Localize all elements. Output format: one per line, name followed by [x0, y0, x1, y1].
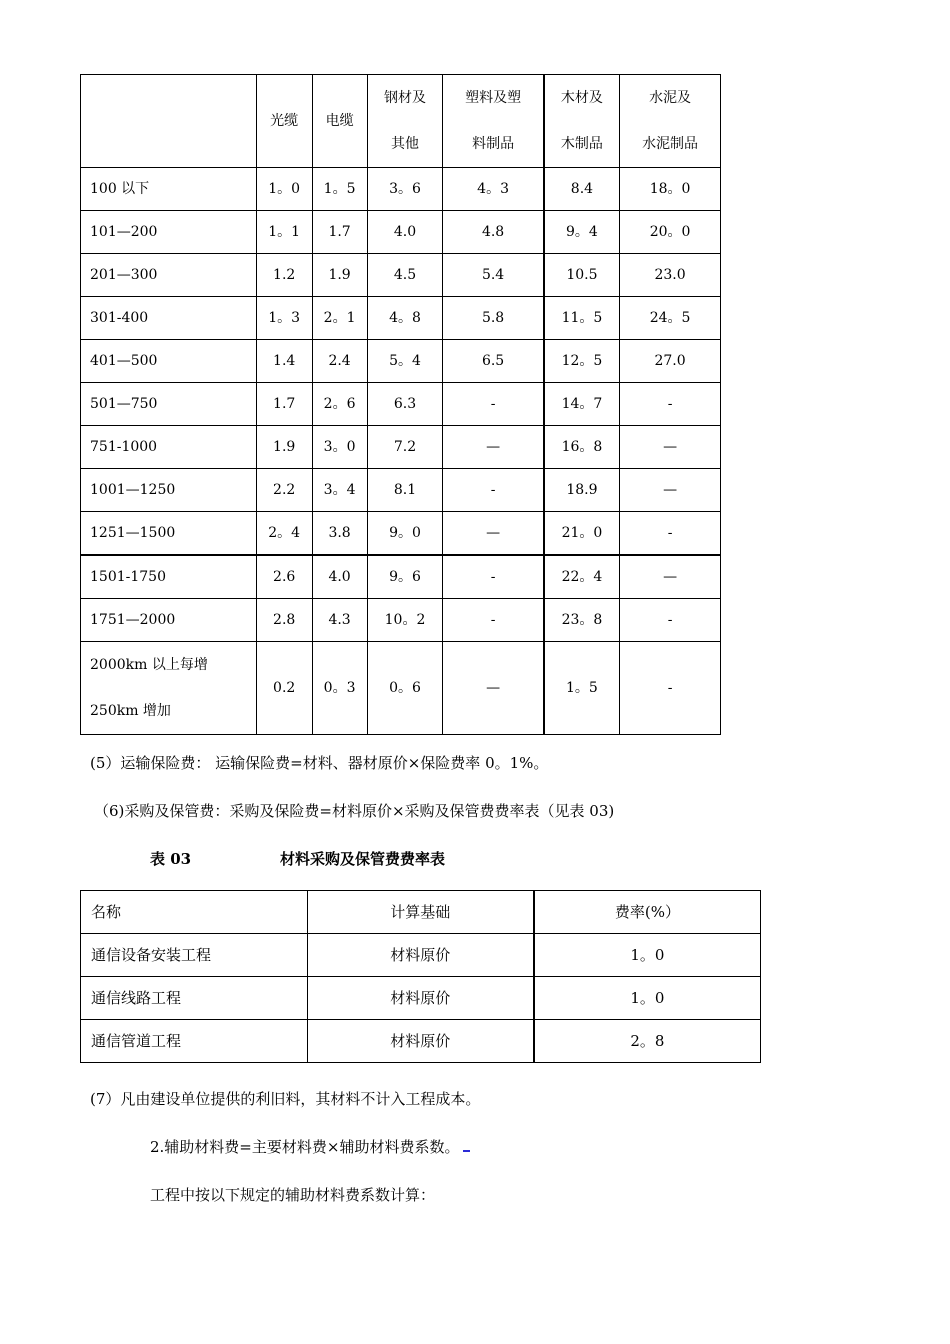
table-row	[81, 599, 721, 642]
fee-rate-cell: 1。0	[534, 934, 761, 977]
rate-cell: 1。5	[312, 168, 367, 211]
fee-table-header-cell: 名称	[81, 891, 308, 934]
rate-cell: 14。7	[544, 383, 620, 426]
rate-cell: 2。4	[256, 512, 312, 556]
rate-cell: -	[443, 383, 544, 426]
rate-cell: 8.1	[367, 469, 443, 512]
table-row	[81, 934, 761, 977]
rate-cell: 4.5	[367, 254, 443, 297]
rate-cell: 2.4	[312, 340, 367, 383]
rate-cell: 23。8	[544, 599, 620, 642]
basis-cell: 材料原价	[307, 977, 534, 1020]
table-row	[81, 555, 721, 599]
rate-cell: 2.8	[256, 599, 312, 642]
fee-rate-table	[80, 890, 761, 1063]
rate-cell: 4.0	[312, 555, 367, 599]
table-row	[81, 211, 721, 254]
rate-cell: 6.3	[367, 383, 443, 426]
rate-cell: 9。0	[367, 512, 443, 556]
rate-cell: 0。3	[312, 642, 367, 735]
distance-range-cell: 751-1000	[81, 426, 257, 469]
table-row	[81, 254, 721, 297]
rate-cell: 1。0	[256, 168, 312, 211]
auxiliary-material-fee-text: 2.辅助材料费=主要材料费×辅助材料费系数。	[150, 1138, 460, 1156]
table-row	[81, 297, 721, 340]
rate-cell: 1。5	[544, 642, 620, 735]
table-row	[81, 383, 721, 426]
table-row	[81, 469, 721, 512]
rate-cell: 4.3	[312, 599, 367, 642]
header-line: 水泥及	[649, 90, 692, 106]
project-name-cell: 通信管道工程	[81, 1020, 308, 1063]
rate-table-header-cell: 光缆	[256, 75, 312, 168]
header-line: 木制品	[560, 136, 603, 152]
table-row	[81, 512, 721, 556]
rate-cell: —	[620, 555, 721, 599]
rate-cell: 6.5	[443, 340, 544, 383]
distance-range-cell: 401—500	[81, 340, 257, 383]
rate-cell: -	[620, 383, 721, 426]
distance-range-cell: 501—750	[81, 383, 257, 426]
rate-cell: 1.7	[312, 211, 367, 254]
rate-cell: —	[443, 512, 544, 556]
rate-cell: 4.8	[443, 211, 544, 254]
rate-cell: 1.7	[256, 383, 312, 426]
fee-table-header-row	[81, 891, 761, 934]
rate-cell: 22。4	[544, 555, 620, 599]
project-name-cell: 通信线路工程	[81, 977, 308, 1020]
header-line: 木材及	[560, 90, 603, 106]
rate-cell: -	[443, 599, 544, 642]
rate-cell: 5.8	[443, 297, 544, 340]
rate-cell: 2.6	[256, 555, 312, 599]
rate-cell: 2。1	[312, 297, 367, 340]
rate-cell: 4。8	[367, 297, 443, 340]
rate-cell: 1。1	[256, 211, 312, 254]
fee-table-header-cell: 计算基础	[307, 891, 534, 934]
rate-cell: 3。0	[312, 426, 367, 469]
rate-table-header-row	[81, 75, 721, 168]
basis-cell: 材料原价	[307, 1020, 534, 1063]
table-row	[81, 642, 721, 735]
rate-cell: 2.2	[256, 469, 312, 512]
distance-range-cell: 301-400	[81, 297, 257, 340]
table-row	[81, 977, 761, 1020]
paragraph-reused-materials: (7）凡由建设单位提供的利旧料，其材料不计入工程成本。	[90, 1090, 481, 1108]
rate-cell: 1.9	[312, 254, 367, 297]
header-line: 水泥制品	[642, 136, 699, 152]
rate-cell: 0。6	[367, 642, 443, 735]
fee-rate-cell: 1。0	[534, 977, 761, 1020]
rate-cell: 10.5	[544, 254, 620, 297]
table-row	[81, 168, 721, 211]
link-marker[interactable]	[463, 1138, 470, 1152]
distance-range-cell: 1001—1250	[81, 469, 257, 512]
rate-table-header-cell: 电缆	[312, 75, 367, 168]
header-line: 其他	[390, 136, 419, 152]
rate-cell: 16。8	[544, 426, 620, 469]
distance-range-cell: 1251—1500	[81, 512, 257, 556]
distance-range-cell: 1501-1750	[81, 555, 257, 599]
header-line: 钢材及	[383, 90, 426, 106]
rate-cell: 9。6	[367, 555, 443, 599]
paragraph-auxiliary-material-fee	[150, 1136, 470, 1157]
rate-cell: 23.0	[620, 254, 721, 297]
rate-cell: 3。6	[367, 168, 443, 211]
rate-cell: 10。2	[367, 599, 443, 642]
rate-cell: 11。5	[544, 297, 620, 340]
distance-range-cell: 100 以下	[81, 168, 257, 211]
rate-cell: 0.2	[256, 642, 312, 735]
paragraph-transport-insurance: (5）运输保险费： 运输保险费=材料、器材原价×保险费率 0。1%。	[90, 754, 549, 772]
project-name-cell: 通信设备安装工程	[81, 934, 308, 977]
fee-table-caption-number: 表 03	[150, 850, 192, 868]
rate-cell: —	[443, 426, 544, 469]
rate-cell: 7.2	[367, 426, 443, 469]
paragraph-coefficient-rule: 工程中按以下规定的辅助材料费系数计算：	[150, 1186, 436, 1204]
rate-table-header-cell	[81, 75, 257, 168]
rate-cell: 3.8	[312, 512, 367, 556]
rate-cell: 2。6	[312, 383, 367, 426]
fee-table-caption-title: 材料采购及保管费费率表	[280, 850, 446, 868]
rate-table-header-cell	[443, 75, 544, 168]
rate-cell: 27.0	[620, 340, 721, 383]
freight-rate-table	[80, 74, 721, 735]
rate-cell: 4。3	[443, 168, 544, 211]
fee-table-header-cell: 费率(%）	[534, 891, 761, 934]
rate-cell: 5.4	[443, 254, 544, 297]
rate-cell: —	[620, 469, 721, 512]
rate-cell: -	[443, 555, 544, 599]
rate-cell: —	[620, 426, 721, 469]
rate-cell: -	[620, 512, 721, 556]
rate-cell: 4.0	[367, 211, 443, 254]
rate-cell: 1.4	[256, 340, 312, 383]
rate-table-header-cell	[544, 75, 620, 168]
distance-range-cell: 1751—2000	[81, 599, 257, 642]
rate-cell: 24。5	[620, 297, 721, 340]
label-line: 2000km 以上每增	[90, 657, 208, 673]
header-line: 料制品	[472, 136, 515, 152]
rate-cell: -	[620, 599, 721, 642]
table-row	[81, 1020, 761, 1063]
rate-cell: —	[443, 642, 544, 735]
rate-cell: 18.9	[544, 469, 620, 512]
rate-cell: 21。0	[544, 512, 620, 556]
basis-cell: 材料原价	[307, 934, 534, 977]
distance-range-cell: 101—200	[81, 211, 257, 254]
rate-cell: 12。5	[544, 340, 620, 383]
rate-cell: 5。4	[367, 340, 443, 383]
rate-cell: 1.9	[256, 426, 312, 469]
rate-cell: -	[443, 469, 544, 512]
distance-range-cell	[81, 642, 257, 735]
rate-cell: -	[620, 642, 721, 735]
rate-cell: 8.4	[544, 168, 620, 211]
rate-cell: 18。0	[620, 168, 721, 211]
table-row	[81, 340, 721, 383]
fee-rate-cell: 2。8	[534, 1020, 761, 1063]
paragraph-procurement-storage: （6)采购及保管费：采购及保险费=材料原价×采购及保管费费率表（见表 03)	[94, 802, 615, 820]
table-row	[81, 426, 721, 469]
header-line: 塑料及塑	[465, 90, 522, 106]
rate-cell: 9。4	[544, 211, 620, 254]
rate-cell: 3。4	[312, 469, 367, 512]
rate-cell: 1。3	[256, 297, 312, 340]
distance-range-cell: 201—300	[81, 254, 257, 297]
rate-cell: 20。0	[620, 211, 721, 254]
label-line: 250km 增加	[90, 703, 171, 719]
rate-table-header-cell	[367, 75, 443, 168]
rate-table-header-cell	[620, 75, 721, 168]
rate-cell: 1.2	[256, 254, 312, 297]
